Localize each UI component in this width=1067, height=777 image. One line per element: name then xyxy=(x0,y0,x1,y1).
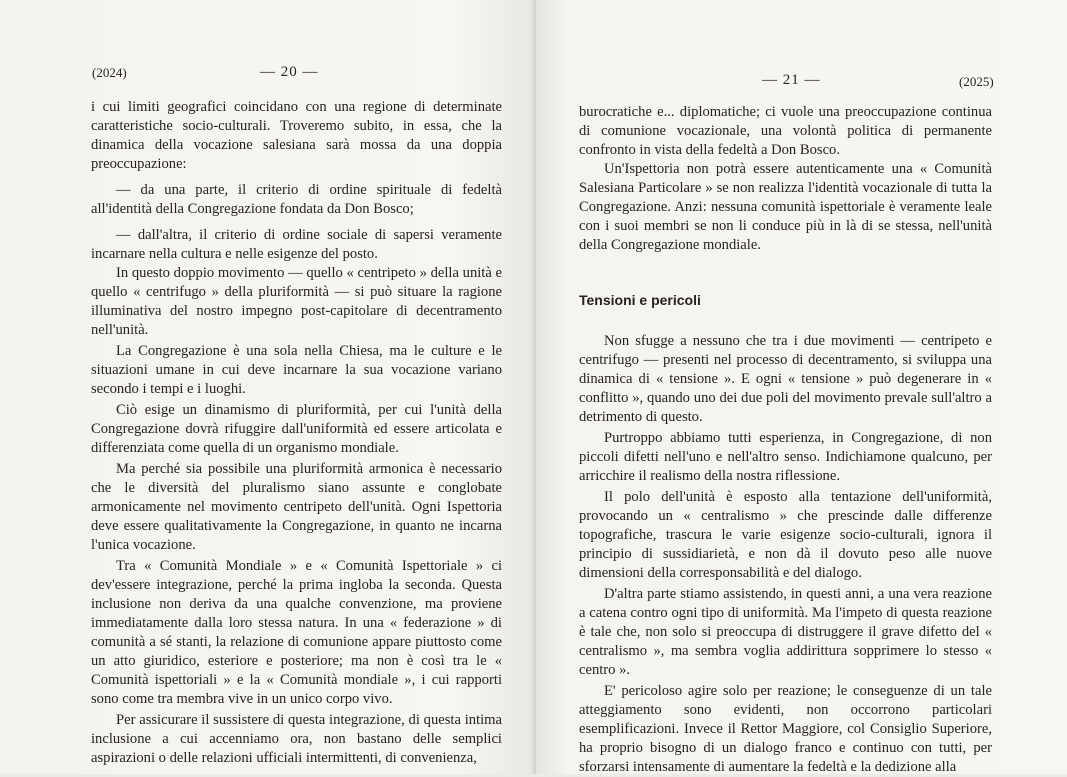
section-title: Tensioni e pericoli xyxy=(579,292,701,308)
paragraph: — da una parte, il criterio di ordine spirituale di fedeltà all'identità della Congregazione fondata da Don Bosco; xyxy=(91,182,502,217)
paragraph: i cui limiti geografici coincidano con una regione di determinate caratteristiche socio-culturali. Troveremo subito, in essa, che la dinamica della vocazione salesiana sarà mossa da una doppia preoccupazione: xyxy=(91,99,502,172)
right-page-number: — 21 — xyxy=(762,72,821,88)
paragraph: Ma perché sia possibile una pluriformità armonica è necessario che le diversità del pluralismo siano assunte e conglobate armonicamente nel movimento centripeto dell'unità. Ogni Ispettoria deve essere qualitativamente la Congregazione, in quanto ne incarna l'unica vocazione. xyxy=(91,461,502,553)
paragraph: — dall'altra, il criterio di ordine sociale di sapersi veramente incarnare nella cultura e nelle esigenze del posto. xyxy=(91,227,502,262)
paragraph: La Congregazione è una sola nella Chiesa, ma le culture e le situazioni umane in cui deve incarnare la sua vocazione variano secondo i tempi e i luoghi. xyxy=(91,343,502,397)
paragraph: Tra « Comunità Mondiale » e « Comunità Ispettoriale » ci dev'essere integrazione, perché la prima ingloba la seconda. Questa inclusione non deriva da una qualche convenzione, ma proviene immediatamente dalla loro stessa natura. In una « federazione » di comunità a sé stanti, la relazione di comunione appare piuttosto come un atto giuridico, esteriore e posteriore; ma non è così tra le « Comunità ispettoriali » e la « Comunità mondiale », i cui rapporti sono come tra membra vive in un unico corpo vivo. xyxy=(91,558,502,707)
left-body-text xyxy=(91,98,502,768)
paragraph: In questo doppio movimento — quello « centripeto » della unità e quello « centrifugo » della pluriformità — si può situare la ragione illuminativa del nostro impegno post-capitolare di decentramento nell'unità. xyxy=(91,265,502,338)
paragraph: Ciò esige un dinamismo di pluriformità, per cui l'unità della Congregazione dovrà rifuggire dall'uniformità ed essere articolata e differenziata come quella di un organismo mondiale. xyxy=(91,402,502,456)
left-page-number: — 20 — xyxy=(260,64,319,80)
right-body-text xyxy=(579,103,992,777)
paragraph: burocratiche e... diplomatiche; ci vuole una preoccupazione continua di comunione vocazionale, una volontà politica di permanente confronto in vista della fedeltà a Don Bosco. xyxy=(579,104,992,158)
paragraph: E' pericoloso agire solo per reazione; le conseguenze di un tale atteggiamento sono evidenti, non occorrono particolari esemplificazioni. Invece il Rettor Maggiore, col Consiglio Superiore, ha proprio bisogno di un dialogo franco e continuo con tutti, per sforzarsi intensamente di aumentare la fedeltà e la dedizione alla xyxy=(579,683,992,775)
paragraph: Un'Ispettoria non potrà essere autenticamente una « Comunità Salesiana Particolare » se non realizza l'identità vocazionale di tutta la Congregazione. Anzi: nessuna comunità ispettoriale è veramente leale con i suoi membri se non li conduce più in là di se stessa, nell'unità della Congregazione mondiale. xyxy=(579,161,992,253)
paragraph: Il polo dell'unità è esposto alla tentazione dell'uniformità, provocando un « centralismo » che prescinde dalle differenze topografiche, trascura le varie esigenze socio-culturali, ignora il principio di sussidiarietà, e non dà il dovuto peso alle nuove dimensioni della corresponsabilità e del dialogo. xyxy=(579,489,992,581)
left-header-number: (2024) xyxy=(92,65,127,80)
paragraph: Purtroppo abbiamo tutti esperienza, in Congregazione, di non piccoli difetti nell'uno e nell'altro senso. Indichiamone qualcuno, per arricchire il realismo della nostra riflessione. xyxy=(579,430,992,484)
right-page xyxy=(536,0,1067,774)
paragraph: D'altra parte stiamo assistendo, in questi anni, a una vera reazione a catena contro ogni tipo di uniformità. Ma l'impeto di questa reazione è tale che, non solo si preoccupa di distruggere il grave difetto del « centralismo », ma sembra voglia addirittura sopprimere lo stesso « centro ». xyxy=(579,586,992,678)
paragraph: Per assicurare il sussistere di questa integrazione, di questa intima inclusione a cui accenniamo ora, non bastano delle semplici aspirazioni o delle relazioni ufficiali intermittenti, di convenienza, xyxy=(91,712,502,766)
paragraph: Non sfugge a nessuno che tra i due movimenti — centripeto e centrifugo — presenti nel processo di decentramento, si sviluppa una dinamica di « tensione ». E ogni « tensione » può degenerare in « conflitto », quando uno dei due poli del movimento prevale sull'altro a detrimento di questo. xyxy=(579,333,992,425)
right-header-number: (2025) xyxy=(959,74,994,89)
